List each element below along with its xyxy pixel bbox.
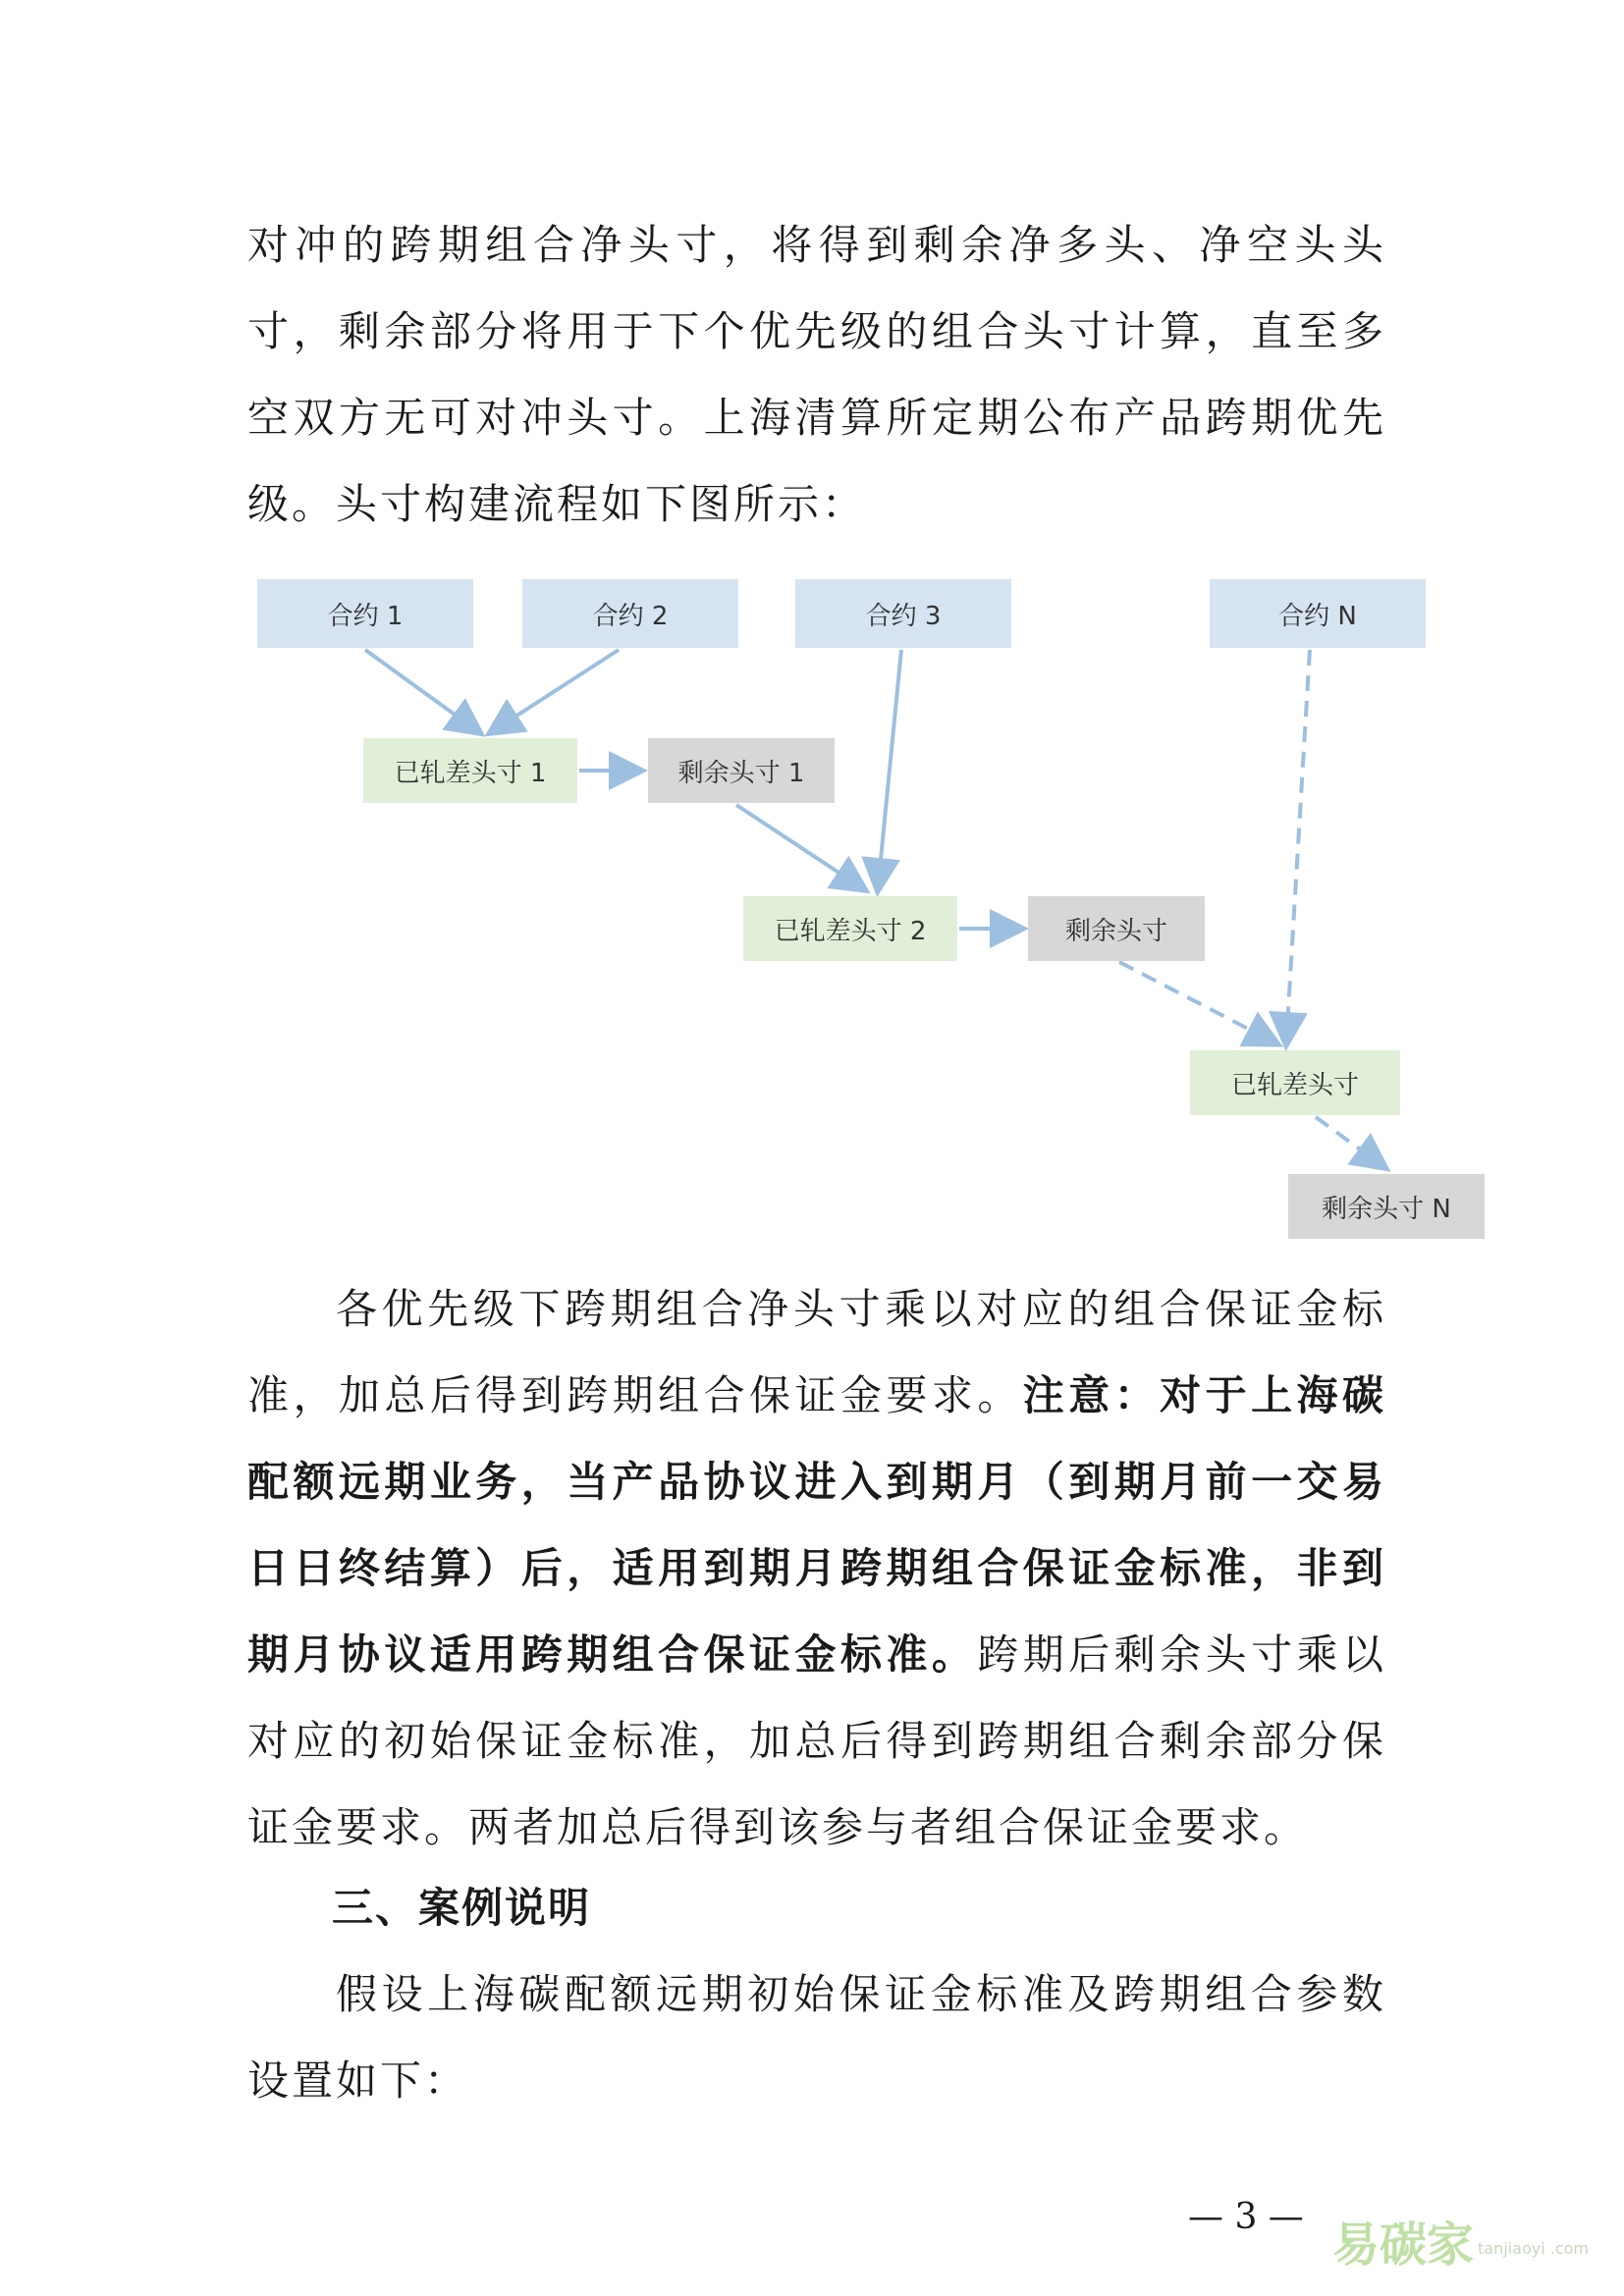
spread-2-label: 已轧差头寸 2 <box>774 916 927 946</box>
section-heading: 三、案例说明 <box>332 1884 592 1932</box>
watermark-text: 易碳家 <box>1332 2217 1475 2272</box>
contract-n-label: 合约 N <box>1278 601 1357 631</box>
remain-1-label: 剩余头寸 1 <box>677 758 805 788</box>
arrow-c2-s1 <box>491 650 619 732</box>
remain-2-label: 剩余头寸 <box>1064 916 1167 946</box>
paragraph-3 <box>247 1266 1386 1871</box>
arrow-r2-sn <box>1119 962 1276 1043</box>
paragraph-3-part-c: 跨期后剩余头寸乘以对应的初始保证金标准，加总后得到跨期组合剩余部分保证金要求。两者加总后得到该参与者组合保证金要求。 <box>247 1630 1386 1851</box>
watermark-logo <box>1332 2207 1589 2274</box>
paragraph-2: 头寸构建流程如下图所示： <box>336 480 867 528</box>
paragraph-3-part-a: 各优先级下跨期组合净头寸乘以对应的组合保证金标准，加总后得到跨期组合保证金要求。 <box>247 1285 1386 1419</box>
arrow-r1-s2 <box>736 805 864 889</box>
contract-3-label: 合约 3 <box>865 601 942 631</box>
arrow-sn-rn <box>1316 1117 1384 1167</box>
page-number: — 3 — <box>1188 2197 1304 2237</box>
contract-2-label: 合约 2 <box>592 601 669 631</box>
remain-n-label: 剩余头寸 N <box>1322 1194 1451 1224</box>
arrow-cn-sn <box>1286 650 1310 1043</box>
contract-1-label: 合约 1 <box>327 601 404 631</box>
arrow-c1-s1 <box>365 650 479 732</box>
paragraph-3-note: 注意：对于上海碳配额远期业务，当产品协议进入到期月（到期月前一交易日日终结算）后，适用到期月跨期组合保证金标准，非到期月协议适用跨期组合保证金标准。 <box>247 1371 1386 1679</box>
paragraph-1: 对冲的跨期组合净头寸，将得到剩余净多头、净空头头寸，剩余部分将用于下个优先级的组合头寸计算，直至多空双方无可对冲头寸。上海清算所定期公布产品跨期优先级。 <box>247 221 1386 528</box>
arrow-c3-s2 <box>878 650 901 889</box>
paragraph-4: 假设上海碳配额远期初始保证金标准及跨期组合参数设置如下： <box>247 1970 1386 2105</box>
spread-n-label: 已轧差头寸 <box>1230 1070 1359 1100</box>
watermark-subtext: tanjiaoyi .com <box>1478 2238 1589 2258</box>
spread-1-label: 已轧差头寸 1 <box>394 758 547 788</box>
